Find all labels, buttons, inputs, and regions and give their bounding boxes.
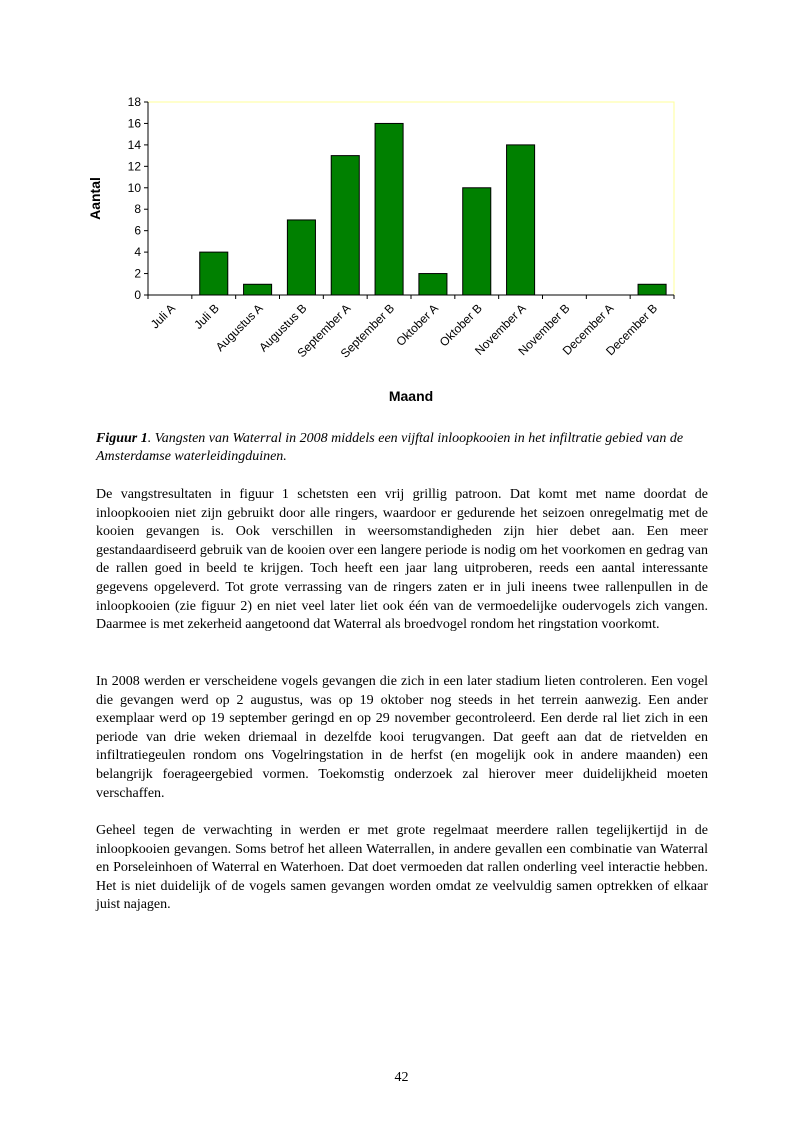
x-axis: [148, 295, 674, 361]
bar: [638, 284, 666, 295]
x-tick-label: November A: [472, 301, 529, 358]
bar: [331, 156, 359, 295]
figure-caption: [96, 430, 708, 466]
bar-chart: [80, 90, 700, 410]
y-axis: [128, 95, 148, 302]
x-tick-label: Juli A: [147, 301, 179, 332]
paragraph-3: Geheel tegen de verwachting in werden er met grote regelmaat meerdere rallen tegelijkertijd in de inloopkooien gevangen. Soms betrof het alleen Waterrallen, in andere gevallen een combinatie van Waterral en Porseleinhoen of Waterral en Waterhoen. Dat doet vermoeden dat rallen onderling veel interactie hebben. Het is niet duidelijk of de vogels samen gevangen worden omdat ze veelvuldig samen optrekken of elkaar juist najagen.: [96, 823, 708, 913]
bar: [463, 188, 491, 295]
y-tick-label: 18: [127, 95, 141, 109]
bar: [287, 220, 315, 295]
x-tick-label: Juli B: [191, 301, 222, 332]
x-tick-label: Oktober A: [393, 301, 442, 349]
caption-label: Figuur 1: [96, 431, 148, 446]
y-axis-title: Aantal: [87, 177, 103, 220]
y-tick-label: 16: [127, 116, 141, 131]
y-tick-label: 8: [134, 202, 141, 217]
bar: [507, 145, 535, 295]
bars: [200, 123, 666, 295]
x-axis-title: Maand: [388, 388, 434, 404]
y-tick-label: 14: [127, 137, 141, 152]
y-tick-label: 12: [127, 159, 141, 174]
bar: [419, 274, 447, 295]
x-tick-label: September A: [294, 301, 354, 361]
paragraph-2: In 2008 werden er verscheidene vogels gevangen die zich in een later stadium lieten controleren. Een vogel die gevangen werd op 2 augustus, was op 19 oktober nog steeds in het terrein aanwezig. Een ander exemplaar werd op 19 september geringd en op 29 november gecontroleerd. Een derde ral liet zich in een periode van drie weken driemaal in dezelfde kooi terugvangen. Dat geeft aan dat de rietvelden en infiltratiegeulen rondom ons Vogelringstation in de herfst (en mogelijk ook in andere maanden) een belangrijk foerageergebied vormen. Toekomstig onderzoek zal hierover meer duidelijkheid moeten verschaffen.: [96, 674, 708, 801]
x-tick-label: December B: [603, 301, 661, 359]
paragraph-1: De vangstresultaten in figuur 1 schetsten een vrij grillig patroon. Dat komt met name doordat de inloopkooien niet zijn gebruikt door alle ringers, waardoor er gedurende het seizoen onregelmatig met de kooien gevangen is. Ook verschillen in weersomstandigheden zijn hier debet aan. Een meer gestandaardiseerd gebruik van de kooien over een langere periode is nodig om het voorkomen en gedrag van de rallen goed in beeld te krijgen. Toch heeft een jaar lang uitproberen, reeds een aantal interessante gegevens opgeleverd. Tot grote verrassing van de ringers zaten er in juli ineens twee rallenpullen in de inloopkooien (zie figuur 2) en niet veel later liet ook één van de vermoedelijke oudervogels zich vangen. Daarmee is met zekerheid aangetoond dat Waterral als broedvogel rondom het ringstation voorkomt.: [96, 487, 708, 633]
x-tick-label: December A: [559, 301, 617, 358]
bar: [244, 284, 272, 295]
x-tick-label: Oktober B: [436, 301, 485, 350]
y-tick-label: 4: [134, 245, 141, 260]
x-tick-label: Augustus B: [256, 301, 310, 355]
y-tick-label: 2: [134, 266, 141, 281]
y-tick-label: 0: [134, 288, 141, 302]
x-tick-label: September B: [337, 301, 398, 361]
y-tick-label: 10: [127, 180, 141, 195]
caption-text: . Vangsten van Waterral in 2008 middels een vijftal inloopkooien in het infiltratie gebied van de Amsterdamse waterleidingduinen.: [96, 431, 684, 464]
x-tick-label: November B: [515, 301, 573, 359]
bar: [375, 123, 403, 295]
y-tick-label: 6: [134, 223, 141, 238]
bar: [200, 252, 228, 295]
page-number: 42: [394, 1070, 409, 1085]
x-tick-label: Augustus A: [212, 301, 266, 355]
